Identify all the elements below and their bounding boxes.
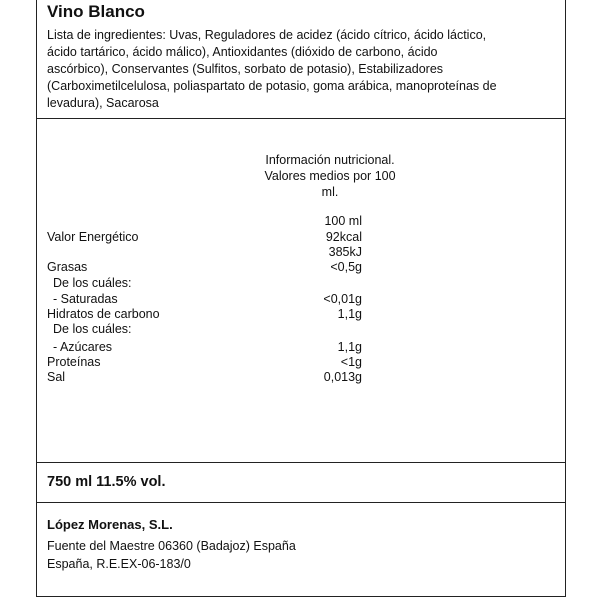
nutrient-label: Proteínas — [47, 355, 101, 369]
nutrient-label: Sal — [47, 370, 66, 384]
address-line: España, R.E.EX-06-183/0 — [47, 557, 191, 571]
ingredients-list — [47, 27, 557, 112]
nutrition-row — [47, 306, 362, 322]
nutrition-row — [47, 369, 362, 385]
nutrient-label: Grasas — [47, 260, 88, 274]
divider — [36, 118, 566, 119]
nutrition-heading-line: ml. — [321, 185, 339, 199]
nutrient-label: Hidratos de carbono — [47, 307, 160, 321]
producer-address — [47, 537, 296, 573]
volume-and-alcohol: 750 ml 11.5% vol. — [47, 474, 166, 490]
ingredients-line: (Carboximetilcelulosa, poliaspartato de potasio, goma arábica, manoproteínas de — [47, 79, 497, 93]
nutrition-row — [47, 259, 362, 275]
nutrient-label: De los cuáles: — [53, 322, 132, 336]
nutrition-row — [47, 275, 362, 291]
nutrition-row — [47, 321, 362, 337]
product-title: Vino Blanco — [47, 2, 145, 21]
nutrient-label: Valor Energético — [47, 230, 139, 244]
nutrition-row — [47, 244, 362, 260]
ingredients-line: ascórbico), Conservantes (Sulfitos, sorbato de potasio), Estabilizadores — [47, 62, 444, 76]
nutrient-label: - Saturadas — [53, 292, 118, 306]
ingredients-line: levadura), Sacarosa — [47, 96, 159, 110]
nutrition-heading-line: Valores medios por 100 — [264, 169, 396, 183]
nutrient-label: De los cuáles: — [53, 276, 132, 290]
nutrition-column-header: 100 ml — [324, 214, 362, 228]
nutrition-heading-line: Información nutricional. — [265, 153, 395, 167]
divider — [36, 502, 566, 503]
address-line: Fuente del Maestre 06360 (Badajoz) España — [47, 539, 296, 553]
nutrient-label: - Azúcares — [53, 340, 113, 354]
producer-name: López Morenas, S.L. — [47, 517, 173, 532]
nutrient-value: <0,5g — [330, 260, 362, 274]
nutrition-row — [47, 229, 362, 245]
nutrient-value: 0,013g — [323, 370, 362, 384]
nutrient-value: 385kJ — [328, 245, 362, 259]
nutrient-value: 1,1g — [337, 307, 362, 321]
nutrient-value: 92kcal — [325, 230, 362, 244]
nutrient-value: <1g — [340, 355, 362, 369]
nutrition-row — [47, 354, 362, 370]
nutrition-heading — [240, 152, 420, 200]
nutrient-value: <0,01g — [323, 292, 362, 306]
nutrient-value: 1,1g — [337, 340, 362, 354]
divider — [36, 462, 566, 463]
ingredients-line: Lista de ingredientes: Uvas, Reguladores de acidez (ácido cítrico, ácido láctico, — [47, 28, 487, 42]
nutrition-row — [47, 291, 362, 307]
nutrition-row — [47, 339, 362, 355]
ingredients-line: ácido tartárico, ácido málico), Antioxidantes (dióxido de carbono, ácido — [47, 45, 438, 59]
